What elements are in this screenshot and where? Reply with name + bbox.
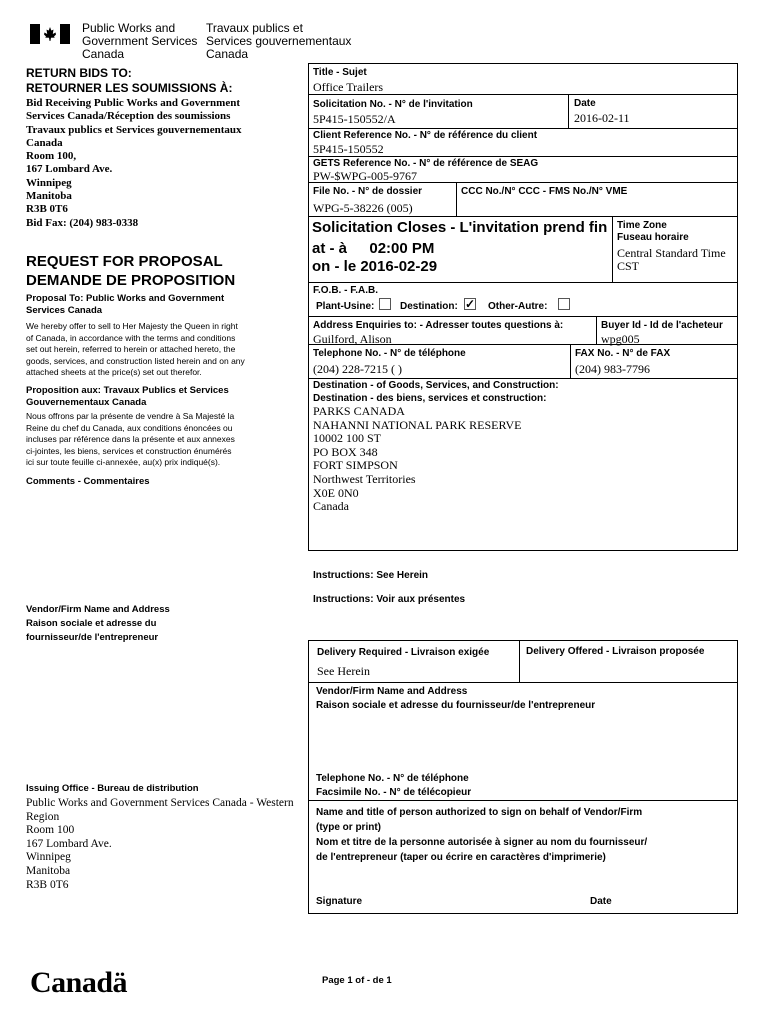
address-line: Manitoba (26, 190, 72, 203)
on-label: on - le (312, 258, 357, 275)
destination-address-line: X0E 0N0 (313, 485, 359, 500)
dept-en-line: Government Services (82, 34, 198, 48)
enquiries-value: Guilford, Alison (313, 332, 392, 346)
rule (308, 128, 738, 129)
destination-address-line: Canada (313, 499, 349, 514)
vendor-label-line: Raison sociale et adresse du (26, 618, 157, 629)
title-value: Office Trailers (313, 80, 384, 94)
divider (519, 640, 520, 682)
vendor-label-line: Vendor/Firm Name and Address (26, 604, 170, 615)
authorized-line: Name and title of person authorized to sign on behalf of Vendor/Firm (316, 807, 643, 818)
telephone-value: (204) 228-7215 ( ) (313, 362, 402, 376)
vendor-facsimile-label: Facsimile No. - N° de télécopieur (316, 787, 472, 798)
vendor-label-line: fournisseur/de l'entrepreneur (26, 632, 159, 643)
divider (568, 94, 569, 128)
checkmark-icon: ✓ (465, 297, 476, 311)
address-line: Services Canada/Réception des soumissions (26, 110, 231, 123)
rule (308, 316, 738, 317)
canada-flag-logo (30, 24, 70, 44)
destination-label (313, 380, 559, 405)
ccc-label: CCC No./N° CCC - FMS No./N° VME (461, 186, 628, 197)
destination-address-line: Northwest Territories (313, 471, 416, 486)
address-line: Bid Receiving Public Works and Government (26, 97, 241, 109)
return-bids-fr: RETOURNER LES SOUMISSIONS À: (26, 81, 233, 95)
issuing-address-line: Room 100 (26, 824, 75, 837)
proposition-aux (26, 385, 229, 409)
authorized-line: (type or print) (316, 822, 381, 833)
tz-label-line: Fuseau horaire (617, 232, 689, 243)
other-checkbox[interactable] (558, 298, 570, 310)
offer-line: attached sheets at the price(s) set out therefor. (26, 367, 202, 378)
vendor-firm-label (316, 685, 595, 713)
return-bids-heading (26, 66, 232, 96)
delivery-required-label: Delivery Required - Livraison exigée (317, 647, 490, 658)
divider (456, 182, 457, 216)
delivery-required-value: See Herein (317, 664, 370, 678)
vendor-firm-label-line: Raison sociale et adresse du fournisseur/de l'entrepreneur (316, 700, 596, 711)
plant-label: Plant-Usine: (316, 301, 375, 312)
vendor-firm-label-left (26, 603, 170, 645)
rule (308, 682, 738, 683)
instructions-fr: Instructions: Voir aux présentes (313, 594, 466, 605)
fax-label: FAX No. - N° de FAX (575, 348, 671, 359)
dept-fr-line: Travaux publics et (206, 21, 303, 35)
address-line: R3B 0T6 (26, 203, 68, 216)
dept-fr-line: Canada (206, 47, 249, 61)
address-line: Room 100, (26, 150, 77, 163)
date-value: 2016-02-11 (574, 111, 630, 125)
department-name-en (82, 22, 197, 61)
title-label: Title - Sujet (313, 67, 367, 78)
buyer-id-label: Buyer Id - Id de l'acheteur (601, 320, 723, 331)
vendor-telephone-label: Telephone No. - N° de téléphone (316, 773, 469, 784)
fob-label: F.O.B. - F.A.B. (313, 285, 378, 296)
comments-label: Comments - Commentaires (26, 476, 150, 487)
authorized-person-label (316, 805, 647, 865)
rfp-title-en: REQUEST FOR PROPOSAL (26, 253, 223, 270)
destination-address-line: FORT SIMPSON (313, 458, 398, 473)
offer-line: We hereby offer to sell to Her Majesty the Queen in right (26, 321, 238, 331)
destination-address-line: PO BOX 348 (313, 444, 378, 459)
proposal-to (26, 293, 224, 317)
rule (308, 282, 738, 283)
gets-value: PW-$WPG-005-9767 (313, 169, 417, 183)
offer-line: Reine du chef du Canada, aux conditions énoncées ou (26, 422, 233, 433)
divider (570, 344, 571, 378)
date-label: Date (574, 98, 596, 109)
solicitation-closes-label: Solicitation Closes - L'invitation prend fin (312, 219, 608, 236)
vendor-phone-labels (316, 772, 471, 800)
at-label: at - à (312, 240, 348, 257)
closing-date-value: 2016-02-29 (360, 258, 438, 275)
address-line: 167 Lombard Ave. (26, 163, 113, 176)
offer-line: set out herein, referred to herein or attached hereto, the (26, 344, 236, 355)
rfp-title (26, 252, 235, 290)
signature-label: Signature (316, 896, 363, 907)
issuing-address-line: Region (26, 810, 60, 823)
solicitation-label: Solicitation No. - N° de l'invitation (313, 99, 473, 110)
department-name-fr (206, 22, 351, 61)
fax-value: (204) 983-7796 (575, 362, 650, 376)
divider (596, 316, 597, 344)
closing-date-row (312, 258, 437, 275)
closing-time-value: 02:00 PM (369, 240, 435, 257)
tz-label-line: Time Zone (617, 220, 667, 231)
destination-checkbox-label: Destination: (400, 301, 458, 312)
telephone-label: Telephone No. - N° de téléphone (313, 348, 466, 359)
bid-receiving-address (26, 97, 242, 230)
proposal-to-line: Proposal To: Public Works and Government (26, 293, 225, 304)
destination-address (313, 405, 522, 514)
dept-en-line: Canada (82, 47, 125, 61)
solicitation-value: 5P415-150552/A (313, 112, 396, 126)
time-zone-label (617, 220, 689, 244)
proposition-line: Gouvernementaux Canada (26, 397, 147, 408)
proposition-line: Proposition aux: Travaux Publics et Services (26, 385, 229, 396)
issuing-address-line: 167 Lombard Ave. (26, 837, 112, 850)
address-line: Travaux publics et Services gouvernementaux (26, 123, 242, 136)
plant-checkbox[interactable] (379, 298, 391, 310)
rule (308, 378, 738, 379)
rule (308, 800, 738, 801)
vendor-firm-label-line: Vendor/Firm Name and Address (316, 686, 468, 697)
enquiries-label: Address Enquiries to: - Adresser toutes questions à: (313, 320, 564, 331)
canada-wordmark (30, 966, 127, 1000)
delivery-offered-label: Delivery Offered - Livraison proposée (526, 646, 705, 657)
return-bids-en: RETURN BIDS TO: (26, 66, 132, 80)
offer-text-en (26, 321, 245, 379)
address-line: Winnipeg (26, 176, 72, 189)
other-label: Other-Autre: (488, 301, 548, 312)
destination-address-line: PARKS CANADA (313, 404, 405, 418)
rule (308, 216, 738, 217)
offer-line: Nous offrons par la présente de vendre à Sa Majesté la (26, 411, 235, 421)
offer-text-fr (26, 411, 235, 469)
destination-address-line: NAHANNI NATIONAL PARK RESERVE (313, 417, 522, 432)
bid-fax-line: Bid Fax: (204) 983-0338 (26, 216, 139, 229)
destination-address-line: 10002 100 ST (313, 431, 382, 446)
offer-line: ci-jointes, les biens, services et construction énumérés (26, 445, 232, 456)
closing-time-row (312, 240, 434, 257)
issuing-office-address (26, 797, 294, 892)
time-zone-value (617, 247, 726, 273)
dept-en-line: Public Works and (82, 21, 176, 35)
destination-label-line: Destination - of Goods, Services, and Construction: (313, 380, 559, 391)
issuing-address-line: Public Works and Government Services Canada - Western (26, 797, 294, 809)
signature-date-label: Date (590, 896, 612, 907)
issuing-office-label: Issuing Office - Bureau de distribution (26, 783, 199, 794)
gets-label: GETS Reference No. - N° de référence de SEAG (313, 158, 539, 169)
issuing-address-line: R3B 0T6 (26, 878, 69, 891)
offer-line: incluses par référence dans la présente et aux annexes (26, 434, 235, 445)
tz-value-line: CST (617, 259, 640, 273)
instructions-en: Instructions: See Herein (313, 570, 429, 581)
issuing-address-line: Winnipeg (26, 851, 71, 864)
buyer-id-value: wpg005 (601, 332, 640, 346)
file-value: WPG-5-38226 (005) (313, 201, 413, 215)
rfp-title-fr: DEMANDE DE PROPOSITION (26, 272, 236, 289)
issuing-address-line: Manitoba (26, 864, 71, 877)
page-number: Page 1 of - de 1 (322, 975, 392, 986)
authorized-line: de l'entrepreneur (taper ou écrire en caractères d'imprimerie) (316, 852, 606, 863)
file-label: File No. - N° de dossier (313, 186, 423, 197)
offer-line: goods, services, and construction listed herein and on any (26, 355, 245, 366)
destination-label-line: Destination - des biens, services et construction: (313, 392, 547, 404)
destination-checkbox[interactable] (464, 298, 476, 310)
client-ref-value: 5P415-150552 (313, 142, 384, 156)
authorized-line: Nom et titre de la personne autorisée à signer au nom du fournisseur/ (316, 837, 648, 848)
tz-value-line: Central Standard Time (617, 246, 726, 260)
divider (612, 216, 613, 282)
proposal-to-line: Services Canada (26, 305, 103, 316)
offer-line: of Canada, in accordance with the terms and conditions (26, 332, 236, 343)
dept-fr-line: Services gouvernementaux (206, 34, 352, 48)
canada-wordmark-text: Canadä (30, 966, 128, 999)
offer-line: ici sur toute feuille ci-annexée, au(x) prix indiqué(s). (26, 457, 221, 468)
address-line: Canada (26, 136, 63, 149)
client-ref-label: Client Reference No. - N° de référence du client (313, 130, 538, 141)
